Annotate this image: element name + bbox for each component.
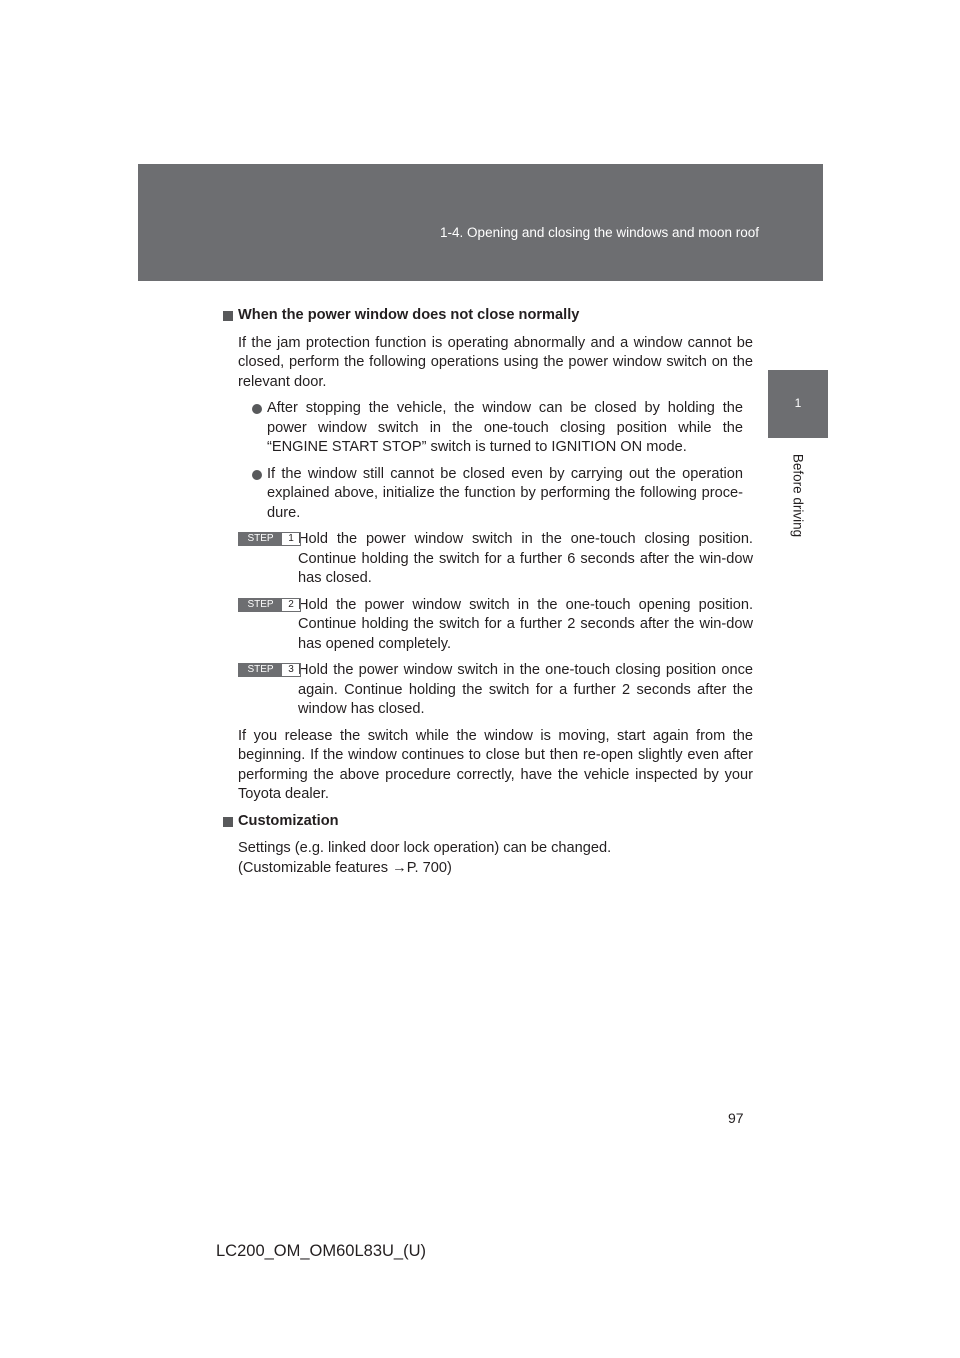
circle-bullet-icon bbox=[252, 470, 262, 480]
step-item-1 bbox=[247, 530, 753, 589]
step-badge bbox=[238, 663, 301, 677]
bullet-text: If the window still cannot be closed even by carrying out the operation explained above, initialize the function by performing the following proce-dure. bbox=[267, 465, 743, 521]
circle-bullet-icon bbox=[252, 404, 262, 414]
bullet-text: After stopping the vehicle, the window can be closed by holding the power window switch in the one-touch closing position while the “ENGINE START STOP” switch is turned to IGNITION ON mode. bbox=[267, 400, 743, 455]
customization-line-2: (Customizable features →P. 700) bbox=[238, 859, 452, 876]
step-text: Hold the power window switch in the one-touch closing position. Continue holding the switch for a further 6 seconds after the win-dow has closed. bbox=[298, 531, 753, 586]
customization-line-1: Settings (e.g. linked door lock operation) can be changed. bbox=[238, 840, 612, 856]
step-badge bbox=[238, 598, 301, 612]
step-badge-number: 1 bbox=[288, 533, 294, 544]
section-heading-text: When the power window does not close normally bbox=[238, 307, 580, 323]
step-item-3 bbox=[247, 661, 753, 720]
chapter-side-label-text: Before driving bbox=[790, 453, 806, 538]
section-heading-customization bbox=[223, 812, 753, 832]
intro-paragraph: If the jam protection function is operating abnormally and a window cannot be closed, perform the following operations using the power window switch on the relevant door. bbox=[238, 334, 753, 390]
bullet-item bbox=[252, 465, 743, 524]
chapter-tab bbox=[768, 370, 828, 438]
step-item-2 bbox=[247, 596, 753, 655]
step-badge-label: STEP bbox=[239, 533, 282, 545]
page-content bbox=[223, 306, 753, 885]
step-text: Hold the power window switch in the one-touch opening position. Continue holding the switch for a further 2 seconds after the win-dow has opened completely. bbox=[298, 596, 753, 652]
chapter-side-label bbox=[790, 446, 806, 546]
step-badge-label: STEP bbox=[239, 599, 282, 611]
chapter-header-band bbox=[138, 164, 823, 281]
step-badge bbox=[238, 532, 301, 546]
step-text: Hold the power window switch in the one-touch closing position once again. Continue holding the switch for a further 2 seconds after the window has closed. bbox=[298, 662, 753, 717]
step-badge-number: 3 bbox=[288, 664, 294, 675]
document-id: LC200_OM_OM60L83U_(U) bbox=[216, 1242, 427, 1260]
section-heading-power-window bbox=[223, 306, 753, 326]
step-badge-label: STEP bbox=[239, 664, 282, 676]
page-number: 97 bbox=[728, 1110, 744, 1126]
section-heading-text: Customization bbox=[238, 812, 339, 829]
step-badge-number: 2 bbox=[288, 598, 294, 610]
square-bullet-icon bbox=[223, 311, 233, 321]
outro-paragraph: If you release the switch while the window is moving, start again from the beginning. If the window continues to close but then re-open slightly even after performing the above procedure correctly, have the vehicle inspected by your Toyota dealer. bbox=[238, 727, 753, 802]
bullet-item bbox=[252, 399, 743, 458]
chapter-title: 1-4. Opening and closing the windows and moon roof bbox=[440, 225, 759, 240]
square-bullet-icon bbox=[223, 817, 233, 827]
chapter-tab-number: 1 bbox=[794, 396, 802, 410]
